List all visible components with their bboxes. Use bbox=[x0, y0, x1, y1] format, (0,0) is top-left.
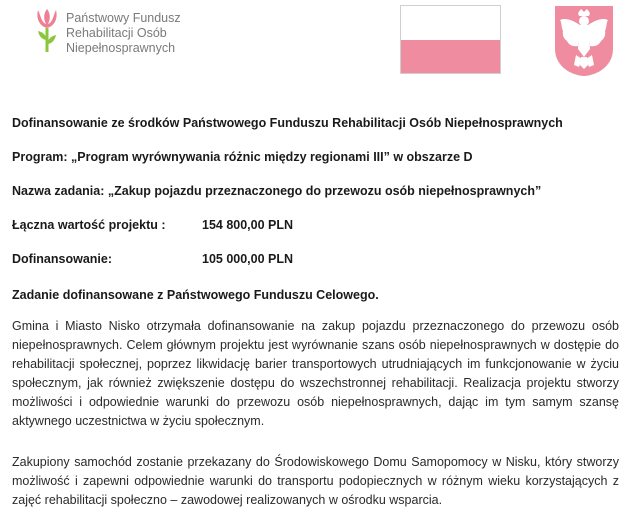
total-value-amount: 154 800,00 PLN bbox=[202, 218, 294, 232]
eagle-emblem-icon bbox=[554, 5, 614, 77]
flag-red-stripe bbox=[401, 40, 500, 74]
pfron-logo-text bbox=[66, 11, 181, 56]
pfron-logo-line: Rehabilitacji Osób bbox=[66, 26, 167, 40]
funding-heading: Dofinansowanie ze środków Państwowego Funduszu Rehabilitacji Osób Niepełnosprawnych bbox=[12, 116, 563, 130]
pfron-logo-line: Państwowy Fundusz bbox=[66, 11, 181, 25]
total-value-row bbox=[12, 217, 294, 233]
cofinancing-amount: 105 000,00 PLN bbox=[202, 252, 294, 266]
task-name-line: Nazwa zadania: „Zakup pojazdu przeznaczonego do przewozu osób niepełnosprawnych” bbox=[12, 184, 542, 198]
cofinancing-label: Dofinansowanie: bbox=[12, 252, 113, 266]
flag-white-stripe bbox=[401, 6, 500, 40]
polish-flag bbox=[400, 5, 501, 74]
pfron-logo-line: Niepełnosprawnych bbox=[66, 41, 176, 55]
pfron-tulip-icon bbox=[33, 6, 61, 54]
fund-line: Zadanie dofinansowane z Państwowego Funduszu Celowego. bbox=[12, 288, 379, 302]
program-line: Program: „Program wyrównywania różnic między regionami III” w obszarze D bbox=[12, 150, 473, 164]
total-value-label: Łączna wartość projektu : bbox=[12, 218, 166, 232]
description-paragraph-2: Zakupiony samochód zostanie przekazany do Środowiskowego Domu Samopomocy w Nisku, który stworzy możliwość i zapewni odpowiednie warunki do transportu podopiecznych w różnym wieku korzystających z zajęć rehabilitacji społeczno – zawodowej realizowanych w ośrodku wsparcia. bbox=[12, 455, 619, 507]
description-paragraph-1: Gmina i Miasto Nisko otrzymała dofinansowanie na zakup pojazdu przeznaczonego do przewozu osób niepełnosprawnych. Celem głównym projektu jest wyrównanie szans osób niepełnosprawnych w dostępie do rehabilitacji społecznej, poprzez likwidację barier transportowych utrudniających im funkcjonowanie w życiu społecznym, jak również zwiększenie dostępu do wszechstronnej rehabilitacji. Realizacja projektu stworzy możliwości i odpowiednie warunki do przewozu osób niepełnosprawnych, dając im tym samym szansę aktywnego uczestnictwa w życiu społecznym. bbox=[12, 319, 619, 428]
header bbox=[0, 0, 631, 92]
cofinancing-row bbox=[12, 251, 294, 267]
